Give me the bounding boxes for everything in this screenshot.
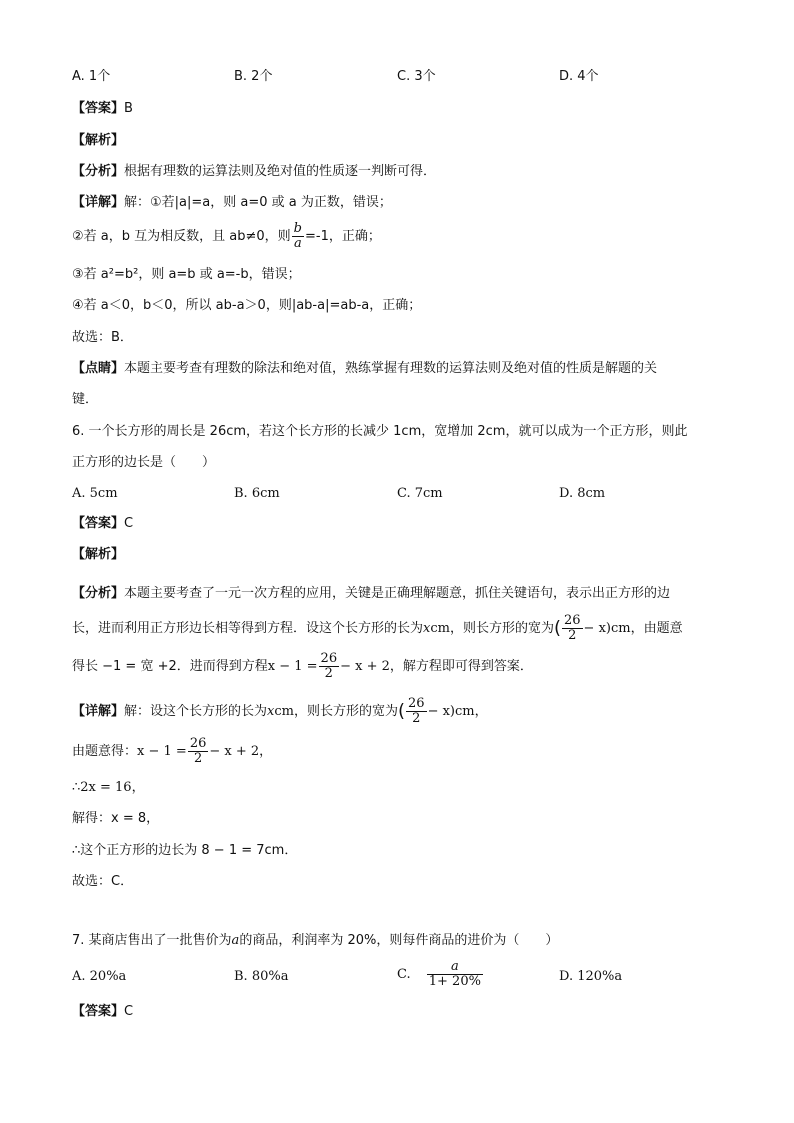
q7-option-c: [397, 960, 484, 989]
q6-stem-line1: 6. 一个长方形的周长是 26cm，若这个长方形的长减少 1cm，宽增加 2cm，就可以成为一个正方形，则此: [72, 424, 688, 439]
answer-tag: 【答案】: [72, 516, 125, 531]
q7-option-d: D. 120%a: [559, 969, 623, 984]
q7-stem-b: 的商品，利润率为 20%，则每件商品的进价为（ ）: [239, 933, 559, 948]
q6-stem-line2: 正方形的边长是（ ）: [72, 455, 216, 470]
line2-pre: ②若 a，b 互为相反数，且 ab≠0，则: [72, 229, 291, 244]
q5-analysis-heading: 【解析】: [72, 133, 125, 148]
q7-stem: [72, 932, 558, 950]
var-x: x: [267, 704, 275, 719]
frac-num: 26: [564, 613, 581, 628]
q6-xiangjie: [72, 697, 488, 726]
fraction-26-over-2: [319, 652, 340, 681]
dianjing-tag: 【点睛】: [72, 361, 125, 376]
q6-step4: ∴这个正方形的边长为 8 − 1 = 7cm．: [72, 843, 298, 858]
width-tail: − x)cm: [427, 704, 475, 719]
q5-line3: ③若 a²=b²，则 a=b 或 a=-b，错误；: [72, 267, 301, 282]
answer-value: C: [124, 1004, 134, 1019]
step1-tail: ，: [259, 744, 273, 759]
fenxi-line2-b: cm，则长方形的宽为: [430, 621, 554, 636]
xiangjie-tag: 【详解】: [72, 704, 125, 719]
q5-option-b: B. 2个: [234, 69, 273, 84]
fenxi-tag: 【分析】: [72, 164, 125, 179]
fenxi-line2-a: 长，进而利用正方形边长相等得到方程．设这个长方形的长为: [72, 621, 424, 636]
fenxi-line3-b: ，解方程即可得到答案．: [389, 659, 533, 674]
q6-answer: [72, 515, 133, 533]
eq-rhs: − x + 2: [340, 659, 390, 674]
fraction-26-over-2: [188, 737, 209, 766]
frac-den: 2: [188, 751, 209, 766]
q6-option-d: D. 8cm: [559, 486, 606, 501]
q7-option-b: B. 80%a: [234, 969, 289, 984]
var-a: a: [231, 933, 240, 948]
q5-option-c: C. 3个: [397, 69, 436, 84]
q5-conclusion: 故选：B．: [72, 330, 133, 345]
fenxi-line2-c: ，由题意: [630, 621, 683, 636]
fraction-26-over-2: [406, 697, 427, 726]
fraction-a-over-1-plus-20: [427, 960, 483, 989]
frac-den: 2: [562, 628, 583, 643]
xiangjie-tag: 【详解】: [72, 195, 125, 210]
q6-fenxi-line3: [72, 652, 533, 681]
q6-option-b: B. 6cm: [234, 486, 280, 501]
q5-line4: ④若 a＜0，b＜0，所以 ab-a＞0，则|ab-a|=ab-a，正确；: [72, 298, 422, 313]
q7-answer: [72, 1003, 133, 1021]
open-paren: (: [397, 700, 406, 722]
q5-line2: [72, 222, 381, 251]
frac-den: 2: [319, 666, 340, 681]
q6-step1: [72, 737, 272, 766]
q5-fenxi: [72, 163, 436, 181]
q6-analysis-heading: 【解析】: [72, 547, 125, 562]
q5-option-d: D. 4个: [559, 69, 599, 84]
answer-value: C: [124, 516, 134, 531]
q6-step2: ∴2x = 16，: [72, 780, 145, 795]
step1-label: 由题意得：: [72, 744, 138, 759]
line2-post: =-1，正确；: [304, 229, 381, 244]
fraction-b-over-a: [292, 222, 304, 251]
frac-den: a: [292, 236, 304, 251]
eq-lhs: x − 1 =: [137, 744, 187, 759]
frac-den: 2: [406, 711, 427, 726]
fenxi-text: 根据有理数的运算法则及绝对值的性质逐一判断可得．: [124, 164, 437, 179]
answer-tag: 【答案】: [72, 1004, 125, 1019]
dianjing-text: 本题主要考查有理数的除法和绝对值，熟练掌握有理数的运算法则及绝对值的性质是解题的关: [124, 361, 658, 376]
q6-fenxi-line1: [72, 585, 670, 603]
q6-conclusion: 故选：C．: [72, 874, 134, 889]
frac-num: b: [293, 221, 302, 236]
var-x: x: [423, 621, 431, 636]
q5-option-a: A. 1个: [72, 69, 111, 84]
q6-step3: 解得：x = 8，: [72, 811, 160, 826]
xiangjie-text: 解：①若|a|=a，则 a=0 或 a 为正数，错误；: [124, 195, 392, 210]
q5-answer: [72, 100, 133, 118]
eq-lhs: x − 1 =: [267, 659, 318, 674]
q5-dianjing-cont: 键．: [72, 392, 99, 407]
frac-num: 26: [408, 696, 425, 711]
fraction-26-over-2: [562, 614, 583, 643]
fenxi-tag: 【分析】: [72, 586, 125, 601]
opt-c-label: C.: [397, 967, 411, 982]
width-tail: − x)cm: [583, 621, 631, 636]
fenxi-text: 本题主要考查了一元一次方程的应用，关键是正确理解题意，抓住关键语句，表示出正方形的边: [124, 586, 671, 601]
frac-num: 26: [189, 736, 207, 751]
answer-value: B: [124, 101, 133, 116]
frac-num: 26: [320, 651, 338, 666]
xiangjie-b: cm，则长方形的宽为: [274, 704, 398, 719]
q7-option-a: A. 20%a: [72, 969, 127, 984]
frac-num: a: [450, 959, 459, 974]
q6-fenxi-line2: [72, 614, 683, 643]
q5-dianjing: [72, 360, 657, 378]
frac-den: 1+ 20%: [428, 974, 481, 989]
q5-xiangjie: [72, 194, 392, 212]
q6-option-c: C. 7cm: [397, 486, 443, 501]
fenxi-line3-a: 得长 −1 = 宽 +2．进而得到方程: [72, 659, 268, 674]
xiangjie-a: 解：设这个长方形的长为: [124, 704, 268, 719]
xiangjie-c: ，: [474, 704, 488, 719]
open-paren: (: [553, 617, 561, 639]
q6-option-a: A. 5cm: [72, 486, 118, 501]
q7-stem-a: 7. 某商店售出了一批售价为: [72, 933, 232, 948]
answer-tag: 【答案】: [72, 101, 125, 116]
eq-rhs: − x + 2: [209, 744, 260, 759]
